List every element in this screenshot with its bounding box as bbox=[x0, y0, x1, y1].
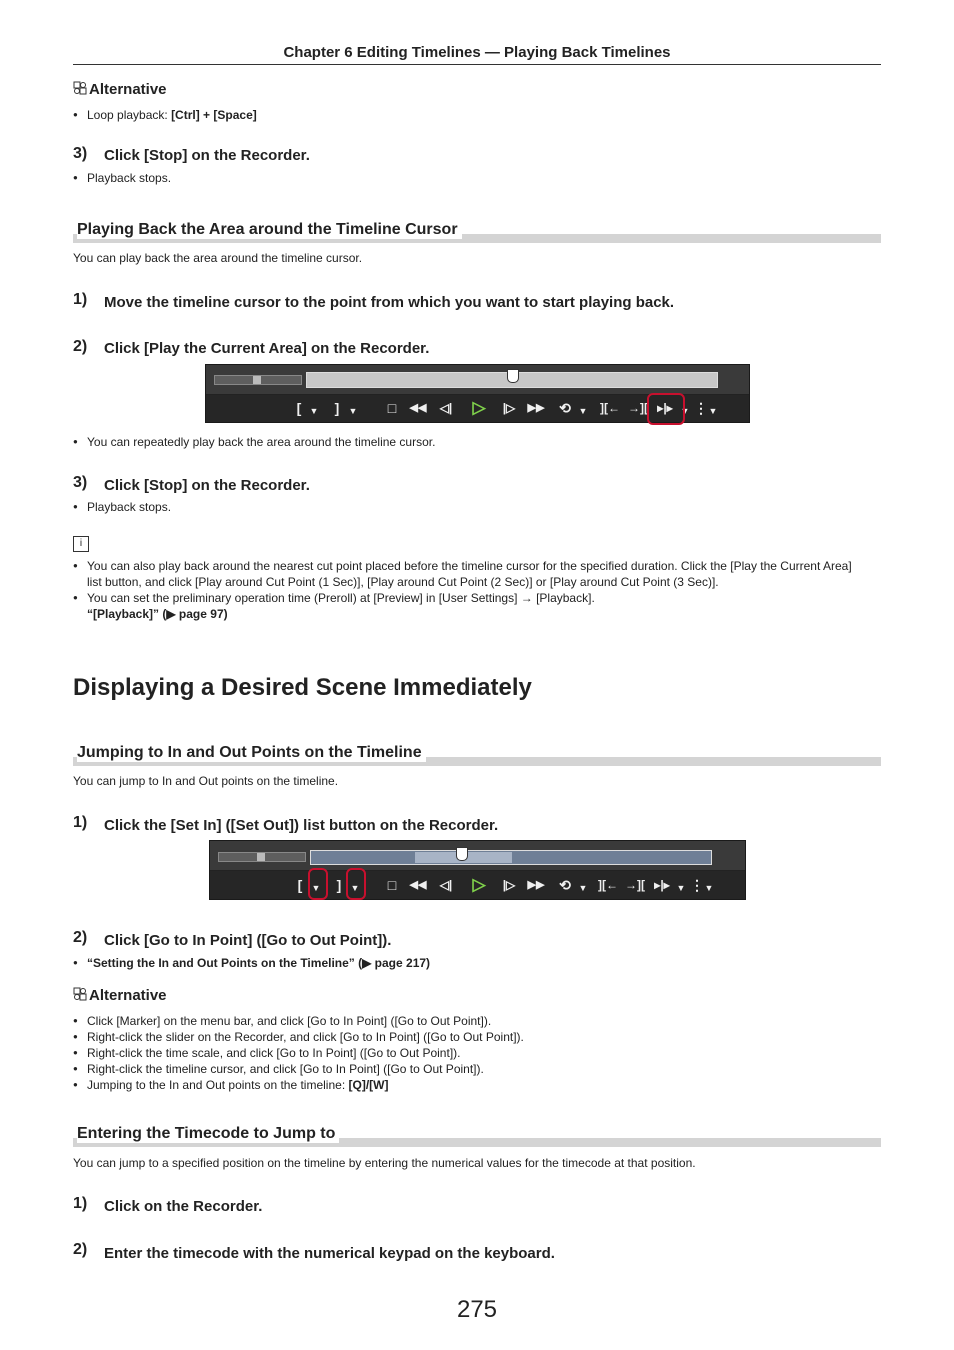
slider-grip[interactable] bbox=[257, 853, 265, 861]
step-number: 2) bbox=[73, 929, 88, 946]
list-item: ● Right-click the timeline cursor, and click [Go to In Point] ([Go to Out Point]). bbox=[73, 1061, 873, 1077]
step-number: 1) bbox=[73, 1195, 88, 1212]
subheading: Jumping to In and Out Points on the Timeline bbox=[77, 744, 426, 762]
recorder-slider[interactable] bbox=[214, 375, 302, 385]
go-to-out-button[interactable]: →][ bbox=[625, 878, 645, 892]
go-to-in-button[interactable]: ][← bbox=[598, 878, 618, 892]
step-bullets bbox=[73, 170, 873, 186]
list-item: ● Right-click the slider on the Recorder, and click [Go to In Point] ([Go to Out Point]). bbox=[73, 1029, 873, 1045]
set-out-button[interactable]: ] bbox=[336, 877, 342, 893]
step-text: Enter the timecode with the numerical keypad on the keyboard. bbox=[104, 1245, 555, 1262]
menu-button[interactable]: ⋮ bbox=[690, 877, 704, 893]
recorder-figure bbox=[209, 840, 746, 900]
highlight-frame bbox=[647, 393, 685, 425]
intro-text: You can jump to In and Out points on the timeline. bbox=[73, 774, 339, 788]
step-text: Click [Stop] on the Recorder. bbox=[104, 147, 310, 164]
go-to-in-button[interactable]: ][← bbox=[600, 401, 620, 415]
alternative-icon bbox=[73, 81, 87, 95]
list-item: ● Right-click the time scale, and click [Go to In Point] ([Go to Out Point]). bbox=[73, 1045, 873, 1061]
highlight-frame bbox=[346, 868, 366, 900]
chevron-down-icon[interactable]: ▼ bbox=[348, 406, 358, 416]
slider-grip[interactable] bbox=[253, 376, 261, 384]
step-number: 3) bbox=[73, 474, 88, 491]
note-list bbox=[73, 558, 863, 622]
alternative-icon bbox=[73, 987, 87, 1001]
alternative-heading bbox=[73, 987, 167, 1004]
chevron-down-icon[interactable]: ▼ bbox=[680, 406, 690, 416]
recorder-slider-area bbox=[206, 365, 749, 395]
next-frame-button[interactable]: |▷ bbox=[502, 878, 516, 892]
list-item: ● You can also play back around the nearest cut point placed before the timeline cursor for the specified duration. Click the [Play the Current Area] list button, and click [Play around Cut Point (1 Sec)], [Play around Cut Point (2 Sec)] or [Play around Cut Point (3 Sec)]. bbox=[73, 558, 863, 590]
timeline-cursor[interactable] bbox=[507, 369, 519, 383]
note-icon: i bbox=[73, 536, 89, 552]
step-text: Click [Go to In Point] ([Go to Out Point]). bbox=[104, 932, 392, 949]
play-button[interactable]: ▷ bbox=[472, 398, 486, 417]
list-item: ● Playback stops. bbox=[73, 499, 873, 515]
chevron-down-icon[interactable]: ▼ bbox=[578, 406, 588, 416]
step-bullets bbox=[73, 499, 873, 515]
alternative-title: Alternative bbox=[89, 81, 167, 98]
step-bullets bbox=[73, 434, 873, 450]
step-text: Click the [Set In] ([Set Out]) list button on the Recorder. bbox=[104, 817, 499, 834]
chevron-down-icon[interactable]: ▼ bbox=[311, 883, 321, 893]
stop-button[interactable]: □ bbox=[387, 877, 397, 893]
step-number: 1) bbox=[73, 291, 88, 308]
highlight-frame bbox=[308, 868, 328, 900]
play-current-area-button[interactable]: ▸|▸ bbox=[654, 878, 670, 892]
subheading: Entering the Timecode to Jump to bbox=[77, 1125, 339, 1143]
recorder-slider-area bbox=[210, 841, 745, 871]
recorder-controls bbox=[210, 871, 745, 899]
intro-text: You can play back the area around the timeline cursor. bbox=[73, 251, 363, 265]
list-item: ● Playback stops. bbox=[73, 170, 873, 186]
fast-forward-button[interactable]: ▶▶ bbox=[527, 879, 545, 891]
list-item: ● Click [Marker] on the menu bar, and click [Go to In Point] ([Go to Out Point]). bbox=[73, 1013, 873, 1029]
running-header: Chapter 6 Editing Timelines — Playing Back Timelines bbox=[73, 44, 881, 65]
chevron-down-icon[interactable]: ▼ bbox=[708, 406, 718, 416]
timeline-cursor[interactable] bbox=[456, 847, 468, 861]
loop-button[interactable]: ⟲ bbox=[559, 877, 571, 893]
list-item: ● Jumping to the In and Out points on the timeline: [Q]/[W] bbox=[73, 1077, 873, 1093]
step-text: Click [Play the Current Area] on the Recorder. bbox=[104, 340, 430, 357]
alternative-list bbox=[73, 1013, 873, 1093]
recorder-figure bbox=[205, 364, 750, 423]
chevron-down-icon[interactable]: ▼ bbox=[309, 406, 319, 416]
step-text: Click on the Recorder. bbox=[104, 1198, 263, 1215]
fast-forward-button[interactable]: ▶▶ bbox=[527, 402, 545, 414]
go-to-out-button[interactable]: →][ bbox=[628, 401, 648, 415]
recorder-slider[interactable] bbox=[218, 852, 306, 862]
menu-button[interactable]: ⋮ bbox=[694, 400, 708, 416]
play-button[interactable]: ▷ bbox=[472, 875, 486, 894]
step-text: Click [Stop] on the Recorder. bbox=[104, 477, 310, 494]
alternative-heading bbox=[73, 81, 167, 98]
step-number: 3) bbox=[73, 145, 88, 162]
list-item: ● Loop playback: [Ctrl] + [Space] bbox=[73, 107, 873, 123]
alternative-list bbox=[73, 107, 873, 123]
step-number: 2) bbox=[73, 1241, 88, 1258]
chevron-down-icon[interactable]: ▼ bbox=[704, 883, 714, 893]
next-frame-button[interactable]: |▷ bbox=[502, 401, 516, 415]
intro-text: You can jump to a specified position on the timeline by entering the numerical values for the timecode at that position. bbox=[73, 1156, 696, 1170]
step-number: 1) bbox=[73, 814, 88, 831]
stop-button[interactable]: □ bbox=[387, 400, 397, 416]
rewind-button[interactable]: ◀◀ bbox=[409, 402, 427, 414]
subheading: Playing Back the Area around the Timeline Cursor bbox=[77, 221, 462, 239]
step-text: Move the timeline cursor to the point from which you want to start playing back. bbox=[104, 294, 675, 311]
chevron-down-icon[interactable]: ▼ bbox=[578, 883, 588, 893]
play-current-area-button[interactable]: ▸|▸ bbox=[657, 401, 673, 415]
list-item: ● You can repeatedly play back the area around the timeline cursor. bbox=[73, 434, 873, 450]
rewind-button[interactable]: ◀◀ bbox=[409, 879, 427, 891]
step-bullets bbox=[73, 955, 873, 971]
page-reference[interactable]: “[Playback]” (▶ page 97) bbox=[87, 607, 228, 621]
page-number: 275 bbox=[456, 1296, 498, 1323]
previous-frame-button[interactable]: ◁| bbox=[439, 878, 453, 892]
loop-button[interactable]: ⟲ bbox=[559, 400, 571, 416]
list-item: ● You can set the preliminary operation time (Preroll) at [Preview] in [User Settings] → [Playback]. “[Playback]” (▶ page 97) bbox=[73, 590, 863, 622]
section-heading: Displaying a Desired Scene Immediately bbox=[73, 674, 532, 701]
previous-frame-button[interactable]: ◁| bbox=[439, 401, 453, 415]
set-out-button[interactable]: ] bbox=[334, 400, 340, 416]
chevron-down-icon[interactable]: ▼ bbox=[350, 883, 360, 893]
step-number: 2) bbox=[73, 338, 88, 355]
set-in-button[interactable]: [ bbox=[297, 877, 303, 893]
page-reference[interactable]: ● “Setting the In and Out Points on the Timeline” (▶ page 217) bbox=[73, 955, 873, 971]
time-scale[interactable] bbox=[310, 850, 712, 865]
alternative-title: Alternative bbox=[89, 987, 167, 1004]
set-in-button[interactable]: [ bbox=[296, 400, 302, 416]
chevron-down-icon[interactable]: ▼ bbox=[676, 883, 686, 893]
